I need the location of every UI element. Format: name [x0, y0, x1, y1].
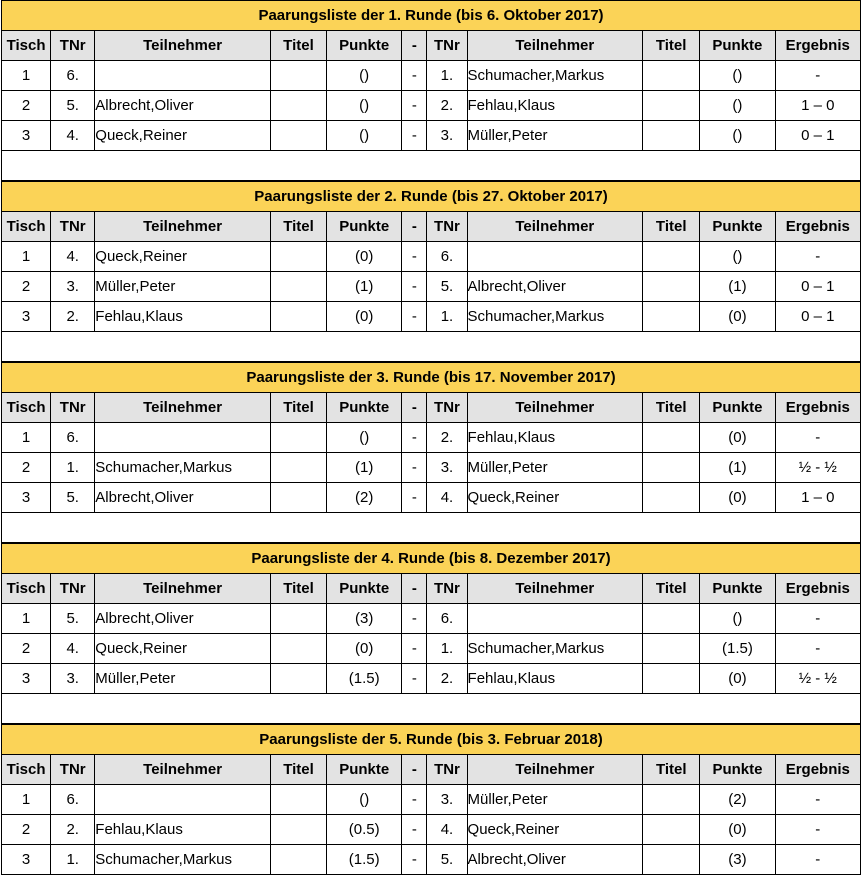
table-number-cell: 2 — [2, 815, 51, 845]
player1-title-cell — [270, 423, 326, 453]
player1-points-cell: (2) — [327, 483, 402, 513]
result-cell: 1 – 0 — [775, 483, 860, 513]
player1-points-cell: () — [327, 785, 402, 815]
header-punkte-2: Punkte — [700, 574, 775, 604]
player1-tnr-cell: 2. — [51, 815, 95, 845]
player1-name-cell: Schumacher,Markus — [95, 845, 271, 875]
header-tnr-2: TNr — [427, 393, 467, 423]
header-teilnehmer: Teilnehmer — [95, 212, 271, 242]
player1-name-cell: Queck,Reiner — [95, 121, 271, 151]
player1-name-cell: Albrecht,Oliver — [95, 483, 271, 513]
header-titel-2: Titel — [643, 31, 700, 61]
player1-points-cell: (0) — [327, 302, 402, 332]
header-row — [2, 574, 861, 604]
player1-title-cell — [270, 242, 326, 272]
player1-points-cell: () — [327, 423, 402, 453]
player1-tnr-cell: 6. — [51, 785, 95, 815]
round-title: Paarungsliste der 5. Runde (bis 3. Februar 2018) — [2, 725, 861, 755]
player1-name-cell: Albrecht,Oliver — [95, 91, 271, 121]
player1-tnr-cell: 5. — [51, 91, 95, 121]
pairing-row — [2, 664, 861, 694]
spacer-row — [2, 151, 861, 181]
header-tisch: Tisch — [2, 755, 51, 785]
round-title-row — [2, 544, 861, 574]
header-separator: - — [402, 31, 427, 61]
separator-cell: - — [402, 242, 427, 272]
header-teilnehmer: Teilnehmer — [95, 574, 271, 604]
header-ergebnis: Ergebnis — [775, 574, 860, 604]
player1-name-cell — [95, 423, 271, 453]
header-ergebnis: Ergebnis — [775, 212, 860, 242]
player2-tnr-cell: 1. — [427, 634, 467, 664]
player1-tnr-cell: 4. — [51, 121, 95, 151]
table-number-cell: 3 — [2, 121, 51, 151]
separator-cell: - — [402, 272, 427, 302]
result-cell: - — [775, 242, 860, 272]
player1-tnr-cell: 6. — [51, 61, 95, 91]
header-teilnehmer-2: Teilnehmer — [467, 755, 643, 785]
player2-points-cell: (0) — [700, 815, 775, 845]
player1-name-cell: Albrecht,Oliver — [95, 604, 271, 634]
header-titel: Titel — [270, 755, 326, 785]
player2-name-cell: Müller,Peter — [467, 453, 643, 483]
player2-tnr-cell: 5. — [427, 845, 467, 875]
player1-title-cell — [270, 91, 326, 121]
player2-name-cell — [467, 242, 643, 272]
player2-name-cell: Schumacher,Markus — [467, 61, 643, 91]
separator-cell: - — [402, 483, 427, 513]
header-tisch: Tisch — [2, 31, 51, 61]
player1-points-cell: (1.5) — [327, 664, 402, 694]
spacer-cell — [2, 513, 861, 543]
table-number-cell: 1 — [2, 61, 51, 91]
player2-name-cell: Albrecht,Oliver — [467, 845, 643, 875]
round-title-row — [2, 725, 861, 755]
header-tnr-2: TNr — [427, 574, 467, 604]
player2-name-cell: Queck,Reiner — [467, 815, 643, 845]
header-punkte-2: Punkte — [700, 755, 775, 785]
header-ergebnis: Ergebnis — [775, 755, 860, 785]
player1-points-cell: (3) — [327, 604, 402, 634]
player2-name-cell: Schumacher,Markus — [467, 302, 643, 332]
pairing-row — [2, 604, 861, 634]
player1-points-cell: (1.5) — [327, 845, 402, 875]
separator-cell: - — [402, 604, 427, 634]
table-number-cell: 1 — [2, 242, 51, 272]
player2-tnr-cell: 4. — [427, 483, 467, 513]
player1-name-cell — [95, 61, 271, 91]
separator-cell: - — [402, 61, 427, 91]
player1-title-cell — [270, 634, 326, 664]
player2-name-cell: Müller,Peter — [467, 785, 643, 815]
result-cell: - — [775, 815, 860, 845]
player2-title-cell — [643, 664, 700, 694]
pairing-row — [2, 423, 861, 453]
round-title: Paarungsliste der 4. Runde (bis 8. Dezember 2017) — [2, 544, 861, 574]
round-title-row — [2, 363, 861, 393]
player1-points-cell: (1) — [327, 453, 402, 483]
separator-cell: - — [402, 423, 427, 453]
player2-name-cell: Fehlau,Klaus — [467, 423, 643, 453]
pairing-row — [2, 815, 861, 845]
separator-cell: - — [402, 785, 427, 815]
player1-points-cell: () — [327, 121, 402, 151]
header-tnr-2: TNr — [427, 31, 467, 61]
player2-name-cell: Schumacher,Markus — [467, 634, 643, 664]
player1-tnr-cell: 1. — [51, 845, 95, 875]
header-tisch: Tisch — [2, 212, 51, 242]
header-ergebnis: Ergebnis — [775, 393, 860, 423]
player1-title-cell — [270, 302, 326, 332]
result-cell: 1 – 0 — [775, 91, 860, 121]
player2-name-cell: Queck,Reiner — [467, 483, 643, 513]
player2-tnr-cell: 1. — [427, 302, 467, 332]
spacer-cell — [2, 151, 861, 181]
header-teilnehmer: Teilnehmer — [95, 393, 271, 423]
table-number-cell: 2 — [2, 453, 51, 483]
player2-title-cell — [643, 845, 700, 875]
player2-title-cell — [643, 302, 700, 332]
player2-name-cell: Albrecht,Oliver — [467, 272, 643, 302]
player1-title-cell — [270, 61, 326, 91]
pairing-row — [2, 272, 861, 302]
header-tnr: TNr — [51, 31, 95, 61]
header-tnr-2: TNr — [427, 755, 467, 785]
spacer-row — [2, 513, 861, 543]
result-cell: 0 – 1 — [775, 121, 860, 151]
player1-tnr-cell: 1. — [51, 453, 95, 483]
player2-points-cell: (1) — [700, 453, 775, 483]
player2-tnr-cell: 1. — [427, 61, 467, 91]
player1-name-cell: Müller,Peter — [95, 272, 271, 302]
result-cell: - — [775, 845, 860, 875]
player1-tnr-cell: 2. — [51, 302, 95, 332]
header-titel: Titel — [270, 393, 326, 423]
player1-name-cell: Müller,Peter — [95, 664, 271, 694]
player1-title-cell — [270, 453, 326, 483]
header-tnr: TNr — [51, 393, 95, 423]
player2-tnr-cell: 3. — [427, 453, 467, 483]
result-cell: - — [775, 604, 860, 634]
player1-tnr-cell: 4. — [51, 634, 95, 664]
separator-cell: - — [402, 453, 427, 483]
table-number-cell: 2 — [2, 634, 51, 664]
header-teilnehmer-2: Teilnehmer — [467, 31, 643, 61]
player1-points-cell: (0.5) — [327, 815, 402, 845]
header-punkte-2: Punkte — [700, 393, 775, 423]
player2-points-cell: () — [700, 242, 775, 272]
header-teilnehmer: Teilnehmer — [95, 31, 271, 61]
player2-points-cell: (0) — [700, 423, 775, 453]
player2-tnr-cell: 5. — [427, 272, 467, 302]
separator-cell: - — [402, 664, 427, 694]
round-title: Paarungsliste der 2. Runde (bis 27. Oktober 2017) — [2, 182, 861, 212]
player2-name-cell: Müller,Peter — [467, 121, 643, 151]
result-cell: - — [775, 61, 860, 91]
player1-title-cell — [270, 845, 326, 875]
player2-points-cell: () — [700, 121, 775, 151]
player2-points-cell: (0) — [700, 483, 775, 513]
header-punkte: Punkte — [327, 574, 402, 604]
pairing-row — [2, 634, 861, 664]
player1-name-cell: Schumacher,Markus — [95, 453, 271, 483]
player1-tnr-cell: 6. — [51, 423, 95, 453]
header-row — [2, 212, 861, 242]
header-titel-2: Titel — [643, 574, 700, 604]
header-tnr: TNr — [51, 212, 95, 242]
player1-title-cell — [270, 483, 326, 513]
player2-points-cell: (3) — [700, 845, 775, 875]
table-number-cell: 3 — [2, 664, 51, 694]
round-title: Paarungsliste der 1. Runde (bis 6. Oktober 2017) — [2, 1, 861, 31]
player2-title-cell — [643, 634, 700, 664]
player2-title-cell — [643, 815, 700, 845]
header-teilnehmer: Teilnehmer — [95, 755, 271, 785]
header-tisch: Tisch — [2, 574, 51, 604]
player2-tnr-cell: 3. — [427, 785, 467, 815]
separator-cell: - — [402, 845, 427, 875]
player2-title-cell — [643, 453, 700, 483]
spacer-row — [2, 694, 861, 724]
pairing-row — [2, 121, 861, 151]
player1-points-cell: () — [327, 91, 402, 121]
player1-points-cell: (0) — [327, 634, 402, 664]
pairing-row — [2, 845, 861, 875]
header-punkte: Punkte — [327, 31, 402, 61]
player2-points-cell: () — [700, 91, 775, 121]
header-punkte-2: Punkte — [700, 31, 775, 61]
header-separator: - — [402, 212, 427, 242]
player2-title-cell — [643, 483, 700, 513]
header-titel: Titel — [270, 31, 326, 61]
header-titel-2: Titel — [643, 212, 700, 242]
header-tisch: Tisch — [2, 393, 51, 423]
pairing-row — [2, 483, 861, 513]
round-table — [1, 0, 861, 181]
player2-points-cell: (0) — [700, 664, 775, 694]
player1-name-cell — [95, 785, 271, 815]
player2-tnr-cell: 6. — [427, 604, 467, 634]
player2-title-cell — [643, 785, 700, 815]
player1-points-cell: (1) — [327, 272, 402, 302]
header-titel-2: Titel — [643, 755, 700, 785]
player1-tnr-cell: 3. — [51, 272, 95, 302]
round-table — [1, 724, 861, 875]
player2-title-cell — [643, 272, 700, 302]
player2-points-cell: (2) — [700, 785, 775, 815]
round-title-row — [2, 182, 861, 212]
player2-points-cell: (1.5) — [700, 634, 775, 664]
player2-title-cell — [643, 242, 700, 272]
spacer-row — [2, 332, 861, 362]
header-punkte: Punkte — [327, 393, 402, 423]
player2-points-cell: () — [700, 604, 775, 634]
player1-tnr-cell: 4. — [51, 242, 95, 272]
round-table — [1, 362, 861, 543]
pairing-row — [2, 61, 861, 91]
result-cell: 0 – 1 — [775, 302, 860, 332]
player1-title-cell — [270, 604, 326, 634]
table-number-cell: 1 — [2, 785, 51, 815]
table-number-cell: 3 — [2, 302, 51, 332]
pairing-row — [2, 302, 861, 332]
player1-tnr-cell: 5. — [51, 483, 95, 513]
result-cell: - — [775, 785, 860, 815]
player1-tnr-cell: 3. — [51, 664, 95, 694]
header-teilnehmer-2: Teilnehmer — [467, 212, 643, 242]
round-table — [1, 181, 861, 362]
player2-name-cell: Fehlau,Klaus — [467, 91, 643, 121]
result-cell: - — [775, 423, 860, 453]
header-punkte-2: Punkte — [700, 212, 775, 242]
player2-tnr-cell: 2. — [427, 423, 467, 453]
pairing-row — [2, 785, 861, 815]
header-tnr: TNr — [51, 574, 95, 604]
player1-points-cell: (0) — [327, 242, 402, 272]
spacer-cell — [2, 332, 861, 362]
player2-points-cell: (0) — [700, 302, 775, 332]
player2-title-cell — [643, 121, 700, 151]
table-number-cell: 2 — [2, 91, 51, 121]
result-cell: - — [775, 634, 860, 664]
header-punkte: Punkte — [327, 755, 402, 785]
player2-tnr-cell: 6. — [427, 242, 467, 272]
header-titel-2: Titel — [643, 393, 700, 423]
round-title-row — [2, 1, 861, 31]
result-cell: ½ - ½ — [775, 664, 860, 694]
player1-title-cell — [270, 815, 326, 845]
header-teilnehmer-2: Teilnehmer — [467, 574, 643, 604]
player1-title-cell — [270, 272, 326, 302]
pairing-row — [2, 91, 861, 121]
header-row — [2, 31, 861, 61]
separator-cell: - — [402, 91, 427, 121]
player1-title-cell — [270, 664, 326, 694]
result-cell: ½ - ½ — [775, 453, 860, 483]
player1-tnr-cell: 5. — [51, 604, 95, 634]
header-teilnehmer-2: Teilnehmer — [467, 393, 643, 423]
header-separator: - — [402, 574, 427, 604]
header-titel: Titel — [270, 212, 326, 242]
separator-cell: - — [402, 302, 427, 332]
player1-name-cell: Fehlau,Klaus — [95, 815, 271, 845]
separator-cell: - — [402, 815, 427, 845]
player2-title-cell — [643, 91, 700, 121]
player2-points-cell: (1) — [700, 272, 775, 302]
header-titel: Titel — [270, 574, 326, 604]
player1-name-cell: Queck,Reiner — [95, 634, 271, 664]
table-number-cell: 1 — [2, 604, 51, 634]
player2-name-cell: Fehlau,Klaus — [467, 664, 643, 694]
player2-title-cell — [643, 604, 700, 634]
header-tnr: TNr — [51, 755, 95, 785]
pairing-row — [2, 242, 861, 272]
round-table — [1, 543, 861, 724]
table-number-cell: 3 — [2, 483, 51, 513]
player2-tnr-cell: 2. — [427, 91, 467, 121]
result-cell: 0 – 1 — [775, 272, 860, 302]
player1-title-cell — [270, 785, 326, 815]
header-row — [2, 393, 861, 423]
pairing-row — [2, 453, 861, 483]
player2-points-cell: () — [700, 61, 775, 91]
player1-name-cell: Queck,Reiner — [95, 242, 271, 272]
spacer-cell — [2, 694, 861, 724]
player1-name-cell: Fehlau,Klaus — [95, 302, 271, 332]
separator-cell: - — [402, 634, 427, 664]
separator-cell: - — [402, 121, 427, 151]
player2-tnr-cell: 4. — [427, 815, 467, 845]
header-separator: - — [402, 755, 427, 785]
header-ergebnis: Ergebnis — [775, 31, 860, 61]
player2-title-cell — [643, 423, 700, 453]
header-separator: - — [402, 393, 427, 423]
player1-points-cell: () — [327, 61, 402, 91]
player2-tnr-cell: 3. — [427, 121, 467, 151]
player2-title-cell — [643, 61, 700, 91]
table-number-cell: 2 — [2, 272, 51, 302]
table-number-cell: 1 — [2, 423, 51, 453]
header-tnr-2: TNr — [427, 212, 467, 242]
table-number-cell: 3 — [2, 845, 51, 875]
header-row — [2, 755, 861, 785]
header-punkte: Punkte — [327, 212, 402, 242]
player1-title-cell — [270, 121, 326, 151]
round-title: Paarungsliste der 3. Runde (bis 17. November 2017) — [2, 363, 861, 393]
player2-name-cell — [467, 604, 643, 634]
player2-tnr-cell: 2. — [427, 664, 467, 694]
